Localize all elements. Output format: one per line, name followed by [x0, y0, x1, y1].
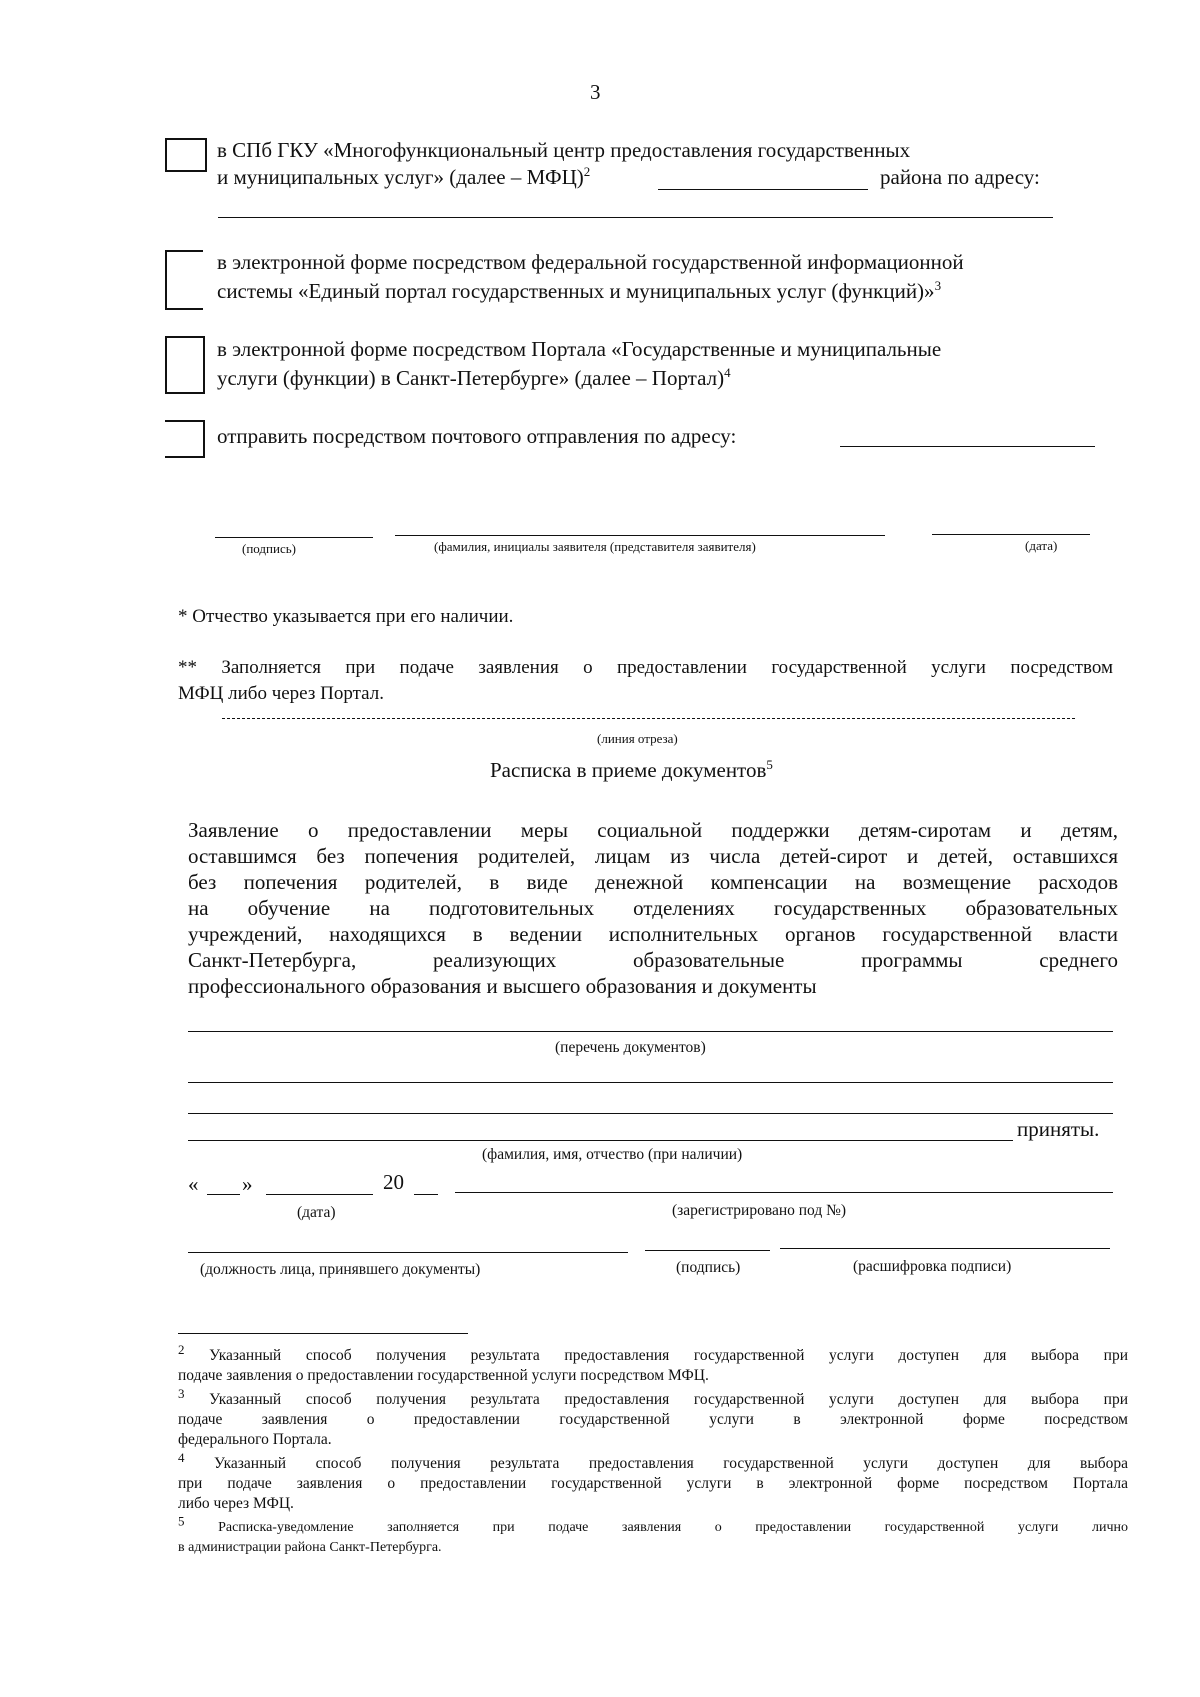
date-line[interactable] — [932, 534, 1090, 535]
footnote-line: $^4$ Указанный способ получения результата предоставления государственной услуги доступен для выбора — [178, 1449, 1129, 1472]
year-prefix: 20 — [383, 1170, 404, 1194]
footnote-5 — [178, 1513, 1128, 1558]
receipt-body-line: профессионального образования и высшего образования и документы — [188, 974, 817, 998]
footnote-line: подаче заявления о предоставлении государственной услуги посредством МФЦ. — [178, 1367, 709, 1384]
year-field-line[interactable] — [414, 1194, 438, 1195]
position-line[interactable] — [188, 1252, 628, 1253]
date-caption: (дата) — [1025, 538, 1058, 553]
district-field-line[interactable] — [658, 189, 868, 190]
mfc-option-line1: в СПб ГКУ «Многофункциональный центр предоставления государственных — [217, 138, 911, 162]
position-caption: (должность лица, принявшего документы) — [200, 1261, 481, 1278]
applicant-name-caption: (фамилия, инициалы заявителя (представителя заявителя) — [434, 539, 756, 554]
cut-line-caption: (линия отреза) — [597, 731, 678, 746]
signature-caption: (подпись) — [242, 541, 296, 556]
mfc-checkbox[interactable] — [165, 138, 207, 172]
footnote-line: $^3$ Указанный способ получения результата предоставления государственной услуги доступен для выбора при — [178, 1385, 1129, 1408]
page-number: 3 — [590, 80, 601, 104]
post-checkbox[interactable] — [165, 420, 205, 458]
fio-caption: (фамилия, имя, отчество (при наличии) — [482, 1146, 743, 1163]
receipt-body-line: Санкт-Петербурга, реализующих образовательные программы среднего — [188, 948, 1118, 972]
mfc-option-tail: района по адресу: — [880, 165, 1040, 189]
footnote-line: подаче заявления о предоставлении государственной услуги в электронной форме посредством — [178, 1411, 1128, 1428]
document-list-line-3[interactable] — [188, 1113, 1113, 1114]
receipt-body-line: без попечения родителей, в виде денежной компенсации на возмещение расходов — [188, 870, 1118, 894]
footnote-line: $^2$ Указанный способ получения результата предоставления государственной услуги доступен для выбора при — [178, 1341, 1129, 1364]
signature-line[interactable] — [215, 537, 373, 538]
epgu-option-line2: системы «Единый портал государственных и муниципальных услуг (функций)»$^3$ — [217, 278, 942, 303]
epgu-option-line1: в электронной форме посредством федеральной государственной информационной — [217, 250, 964, 274]
accepted-label: приняты. — [1017, 1117, 1100, 1141]
note-one-star: * Отчество указывается при его наличии. — [178, 606, 514, 627]
registration-number-line[interactable] — [455, 1192, 1113, 1193]
footnote-line: $^5$ Расписка-уведомление заполняется при подаче заявления о предоставлении государственной услуги лично — [178, 1513, 1128, 1535]
receipt-body-line: Заявление о предоставлении меры социальной поддержки детям-сиротам и детям, — [188, 818, 1118, 842]
footnote-separator — [178, 1333, 468, 1334]
receipt-signature-caption: (подпись) — [676, 1259, 741, 1276]
portal-checkbox[interactable] — [165, 336, 205, 394]
receipt-signature-line[interactable] — [645, 1250, 770, 1251]
portal-option-line1: в электронной форме посредством Портала «Государственные и муниципальные — [217, 337, 942, 361]
signature-decode-caption: (расшифровка подписи) — [853, 1258, 1012, 1275]
note-two-star-line1: ** Заполняется при подаче заявления о предоставлении государственной услуги посредством — [178, 657, 1113, 678]
footnote-line: в администрации района Санкт-Петербурга. — [178, 1540, 442, 1555]
document-list-line[interactable] — [188, 1031, 1113, 1032]
month-field-line[interactable] — [266, 1194, 373, 1195]
document-list-caption: (перечень документов) — [555, 1039, 706, 1056]
applicant-name-line[interactable] — [395, 535, 885, 536]
note-two-star-line2: МФЦ либо через Портал. — [178, 683, 384, 704]
post-address-line[interactable] — [840, 446, 1095, 447]
registration-caption: (зарегистрировано под №) — [672, 1202, 847, 1219]
footnotes — [178, 1341, 1129, 1558]
receipt-body-line: на обучение на подготовительных отделениях государственных образовательных — [188, 896, 1118, 920]
footnote-4 — [178, 1449, 1129, 1514]
mfc-option-line2: и муниципальных услуг» (далее – МФЦ)$^2$ — [217, 164, 591, 189]
applicant-fio-line[interactable] — [188, 1140, 1013, 1141]
receipt-body-line: учреждений, находящихся в ведении исполнительных органов государственной власти — [188, 922, 1118, 946]
footnote-2 — [178, 1341, 1129, 1386]
footnote-3 — [178, 1385, 1129, 1450]
cut-dashed-line — [222, 718, 1075, 719]
receipt-body-line: оставшимся без попечения родителей, лицам из числа детей-сирот и детей, оставшихся — [188, 844, 1118, 868]
date-quote-close: » — [242, 1172, 253, 1196]
post-option: отправить посредством почтового отправления по адресу: — [217, 424, 737, 448]
mfc-address-line[interactable] — [218, 217, 1053, 218]
day-field-line[interactable] — [207, 1194, 240, 1195]
receipt-body — [188, 817, 1118, 999]
portal-option-line2: услуги (функции) в Санкт-Петербурге» (далее – Портал)$^4$ — [217, 365, 731, 390]
date-quote-open: « — [188, 1172, 199, 1196]
document-list-line-2[interactable] — [188, 1082, 1113, 1083]
footnote-line: федерального Портала. — [178, 1431, 332, 1448]
footnote-line: либо через МФЦ. — [178, 1495, 294, 1512]
signature-decode-line[interactable] — [780, 1248, 1110, 1249]
footnote-line: при подаче заявления о предоставлении государственной услуги в электронной форме посредством Портала — [178, 1475, 1128, 1492]
receipt-date-caption: (дата) — [297, 1204, 336, 1221]
epgu-checkbox[interactable] — [165, 250, 203, 310]
receipt-title: Расписка в приеме документов$^5$ — [490, 757, 773, 782]
